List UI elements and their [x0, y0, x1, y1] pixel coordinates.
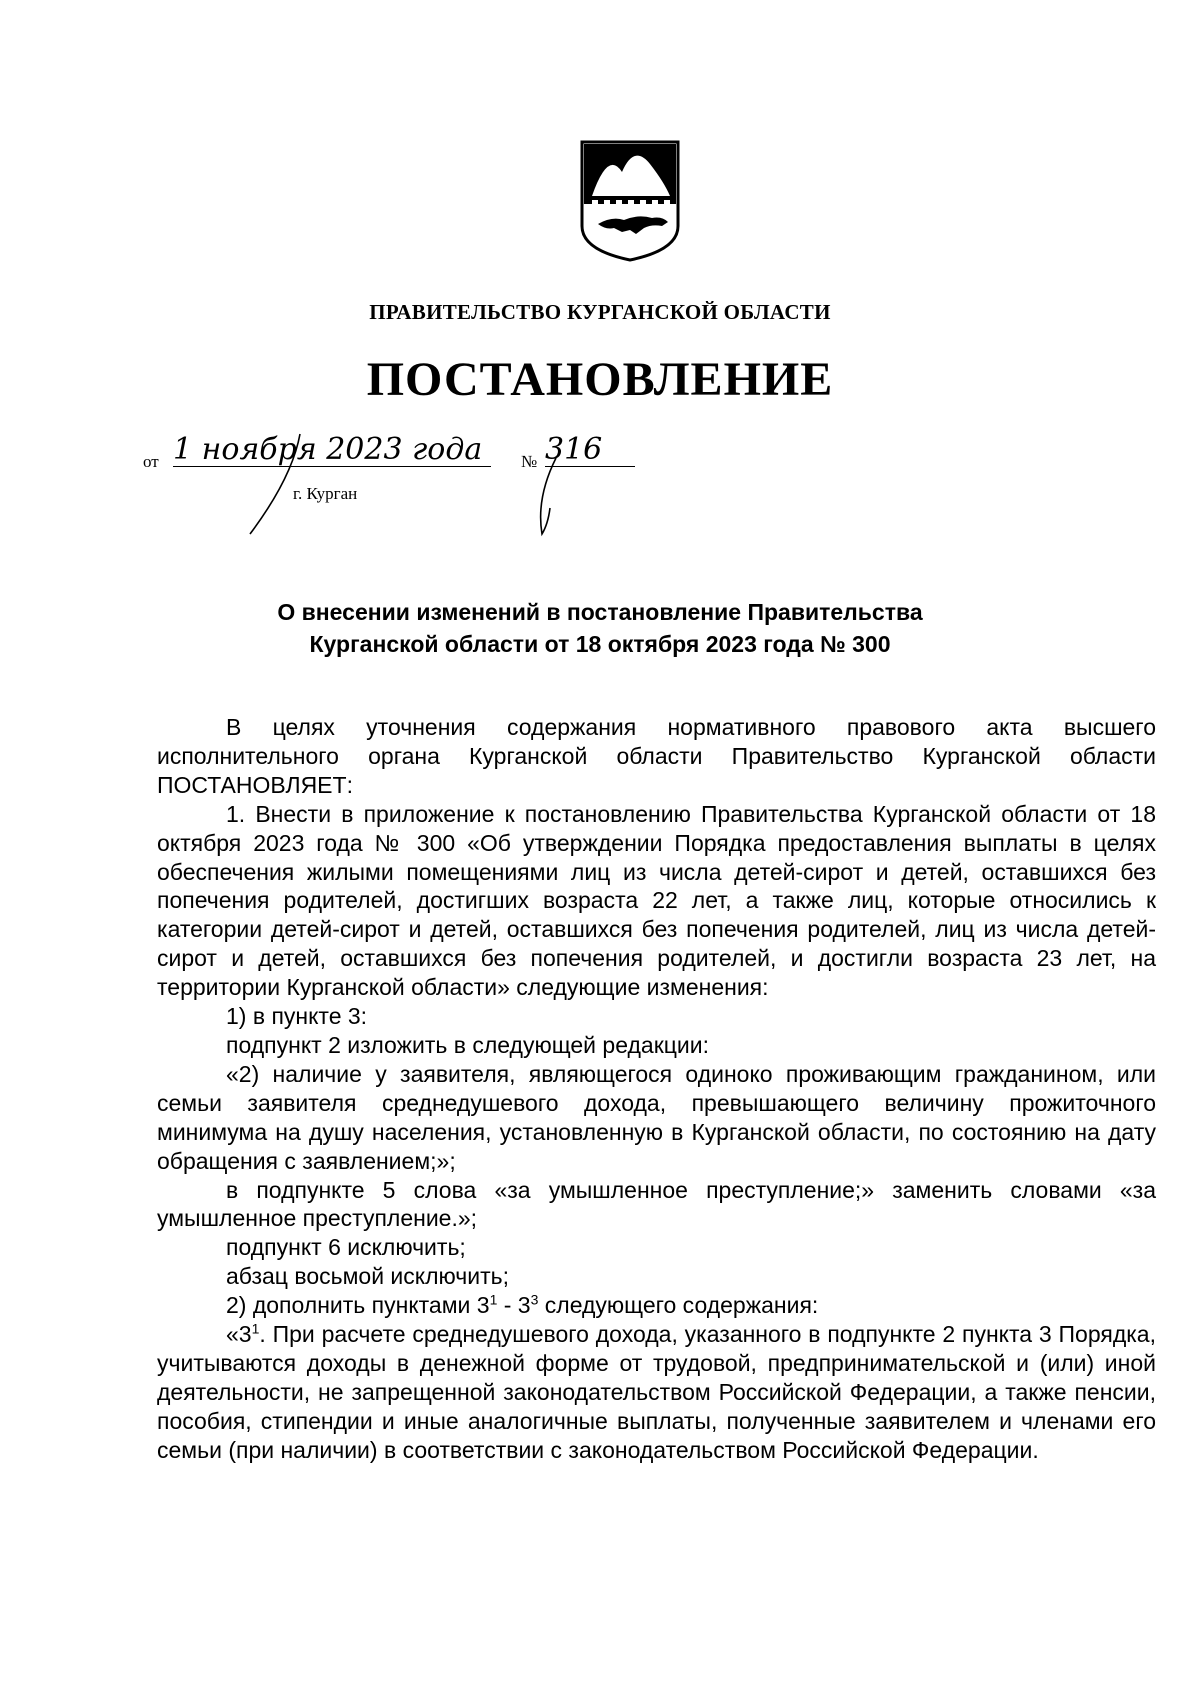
number-sign: № [521, 452, 538, 471]
date-prefix: от [143, 452, 159, 471]
superscript: 1 [489, 1291, 498, 1308]
body-paragraph: абзац восьмой исключить; [226, 1263, 510, 1290]
body-paragraph: «2) наличие у заявителя, являющегося одиноко проживающим гражданином, или семьи заявителя среднедушевого дохода, превышающего величину прожиточного минимума на душу населения, установленную в Курганской области, по состоянию на дату обращения с заявлением;»; [157, 1060, 1156, 1174]
body-paragraph: В целях уточнения содержания нормативного правового акта высшего исполнительного органа Курганской области Правительство Курганской области ПОСТАНОВЛЯЕТ: [157, 714, 1156, 798]
coat-of-arms-emblem [578, 138, 682, 264]
text-fragment: - 3 [497, 1292, 531, 1319]
document-subject [0, 596, 1200, 660]
body-paragraph: подпункт 6 исключить; [226, 1234, 466, 1261]
text-fragment: «3 [226, 1321, 252, 1348]
superscript: 1 [251, 1320, 260, 1337]
document-body [157, 713, 1156, 1465]
subject-line-2: Курганской области от 18 октября 2023 года № 300 [309, 631, 891, 657]
text-fragment: . При расчете среднедушевого дохода, указанного в подпункте 2 пункта 3 Порядка, учитываются доходы в денежной форме от трудовой, предпринимательской и (или) иной деятельности, не запрещенной законодательством Российской Федерации, а также пенсии, пособия, стипендии и иные аналогичные выплаты, полученные заявителем и членами его семьи (при наличии) в соответствии с законодательством Российской Федерации. [157, 1321, 1156, 1463]
handwritten-date: 1 ноября 2023 года [173, 434, 491, 467]
body-paragraph [157, 1291, 1156, 1320]
text-fragment: следующего содержания: [538, 1292, 819, 1319]
document-type-heading: ПОСТАНОВЛЕНИЕ [366, 353, 834, 406]
handwritten-number: 316 [545, 434, 635, 467]
body-paragraph: 1) в пункте 3: [226, 1003, 368, 1030]
superscript: 3 [530, 1291, 539, 1308]
government-title: ПРАВИТЕЛЬСТВО КУРГАНСКОЙ ОБЛАСТИ [369, 300, 831, 324]
subject-line-1: О внесении изменений в постановление Правительства [277, 599, 923, 625]
date-number-block [143, 432, 663, 522]
body-paragraph: подпункт 2 изложить в следующей редакции: [226, 1031, 710, 1058]
body-paragraph [157, 1320, 1156, 1465]
text-fragment: 2) дополнить пунктами 3 [226, 1292, 490, 1319]
body-paragraph: 1. Внести в приложение к постановлению Правительства Курганской области от 18 октября 2023 года № 300 «Об утверждении Порядка предоставления выплаты в целях обеспечения жилыми помещениями лиц из числа детей-сирот и детей, оставшихся без попечения родителей, достигших возраста 22 лет, а также лиц, которые относились к категории детей-сирот и детей, оставшихся без попечения родителей, лиц из числа детей-сирот и детей, оставшихся без попечения родителей, и достигли возраста 23 лет, на территории Курганской области» следующие изменения: [157, 800, 1156, 1001]
body-paragraph: в подпункте 5 слова «за умышленное преступление;» заменить словами «за умышленное преступление.»; [157, 1176, 1156, 1232]
city-label: г. Курган [293, 484, 358, 503]
